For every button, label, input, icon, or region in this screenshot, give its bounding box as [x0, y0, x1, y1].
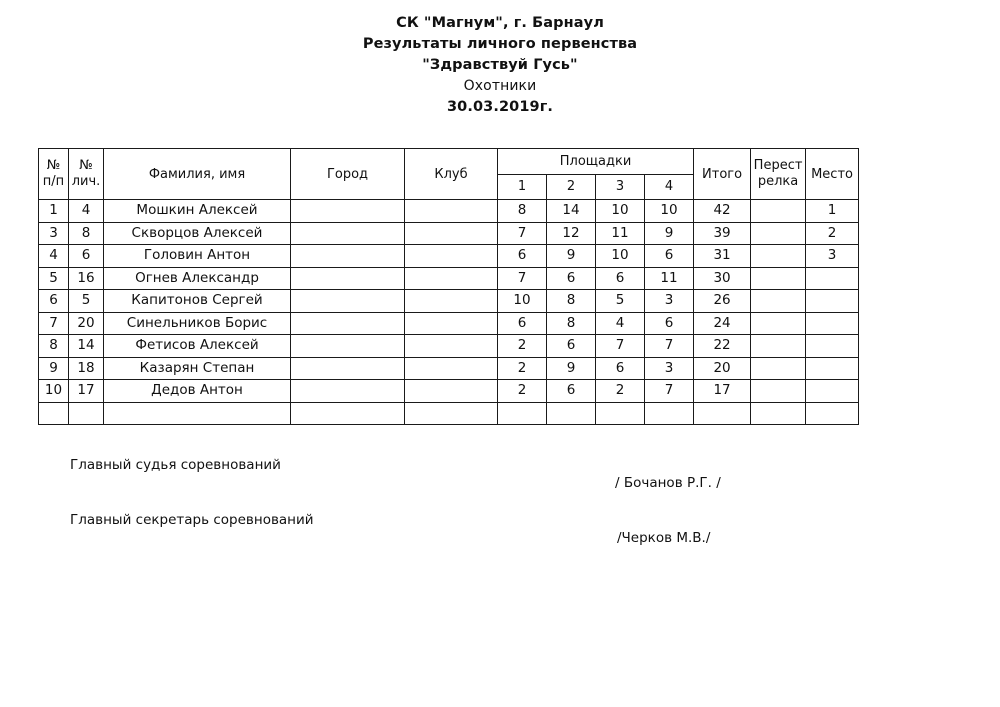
cell-ground-3: 10: [596, 245, 645, 268]
cell-rank-no: 8: [39, 335, 69, 358]
header-place: Место: [806, 149, 859, 200]
table-row: [39, 267, 859, 290]
cell-ground-1: 6: [498, 245, 547, 268]
cell-ground-1: 6: [498, 312, 547, 335]
cell-name: Дедов Антон: [104, 380, 291, 403]
cell-shootoff: [751, 402, 806, 425]
cell-ground-3: 6: [596, 357, 645, 380]
header-personal-no-line1: №: [79, 158, 93, 173]
cell-rank-no: 6: [39, 290, 69, 313]
cell-club: [405, 290, 498, 313]
cell-ground-2: 6: [547, 335, 596, 358]
cell-club: [405, 312, 498, 335]
table-row: [39, 222, 859, 245]
results-table: [38, 148, 859, 425]
results-table-body: [39, 200, 859, 425]
table-row: [39, 200, 859, 223]
cell-shootoff: [751, 245, 806, 268]
header-club: Клуб: [405, 149, 498, 200]
cell-place: [806, 380, 859, 403]
cell-ground-3: 4: [596, 312, 645, 335]
header-shootoff-line1: Перест: [753, 158, 803, 173]
title-line-subject: Результаты личного первенства: [362, 36, 638, 52]
cell-name: Фетисов Алексей: [104, 335, 291, 358]
cell-ground-1: 7: [498, 267, 547, 290]
cell-ground-4: 11: [645, 267, 694, 290]
cell-name: Скворцов Алексей: [104, 222, 291, 245]
cell-club: [405, 335, 498, 358]
cell-city: [291, 312, 405, 335]
cell-city: [291, 267, 405, 290]
cell-rank-no: 10: [39, 380, 69, 403]
cell-ground-3: 7: [596, 335, 645, 358]
table-row: [39, 357, 859, 380]
cell-ground-1: 2: [498, 380, 547, 403]
table-row: [39, 402, 859, 425]
cell-ground-2: 9: [547, 357, 596, 380]
header-grounds-group: Площадки: [498, 149, 694, 175]
cell-name: Синельников Борис: [104, 312, 291, 335]
title-line-date: 30.03.2019г.: [446, 99, 553, 115]
cell-city: [291, 245, 405, 268]
cell-total: 17: [694, 380, 751, 403]
header-total: Итого: [694, 149, 751, 200]
cell-personal-no: 17: [69, 380, 104, 403]
cell-ground-4: 6: [645, 312, 694, 335]
header-name: Фамилия, имя: [104, 149, 291, 200]
cell-personal-no: 5: [69, 290, 104, 313]
cell-shootoff: [751, 357, 806, 380]
cell-total: 39: [694, 222, 751, 245]
cell-ground-2: 6: [547, 380, 596, 403]
signature-label-chief-judge: Главный судья соревнований: [70, 457, 281, 473]
cell-club: [405, 267, 498, 290]
cell-shootoff: [751, 200, 806, 223]
cell-ground-2: 8: [547, 290, 596, 313]
cell-place: 3: [806, 245, 859, 268]
table-row: [39, 335, 859, 358]
cell-total: 24: [694, 312, 751, 335]
cell-ground-4: 6: [645, 245, 694, 268]
cell-ground-3: 6: [596, 267, 645, 290]
cell-club: [405, 357, 498, 380]
cell-ground-4: 7: [645, 335, 694, 358]
cell-place: [806, 312, 859, 335]
cell-club: [405, 200, 498, 223]
cell-club: [405, 222, 498, 245]
cell-ground-1: [498, 402, 547, 425]
signature-row-chief-secretary: [0, 493, 711, 547]
cell-name: Казарян Степан: [104, 357, 291, 380]
cell-city: [291, 380, 405, 403]
header-personal-no-line2: лич.: [71, 174, 101, 189]
cell-shootoff: [751, 380, 806, 403]
results-table-header: [39, 149, 859, 200]
cell-place: [806, 267, 859, 290]
cell-city: [291, 200, 405, 223]
cell-shootoff: [751, 335, 806, 358]
title-line-category: Охотники: [463, 78, 537, 94]
cell-city: [291, 335, 405, 358]
cell-name: Мошкин Алексей: [104, 200, 291, 223]
cell-name: Капитонов Сергей: [104, 290, 291, 313]
cell-ground-4: 3: [645, 357, 694, 380]
cell-ground-3: 2: [596, 380, 645, 403]
cell-ground-1: 2: [498, 335, 547, 358]
cell-personal-no: 4: [69, 200, 104, 223]
cell-personal-no: 14: [69, 335, 104, 358]
cell-total: 30: [694, 267, 751, 290]
cell-rank-no: 5: [39, 267, 69, 290]
cell-ground-4: 7: [645, 380, 694, 403]
cell-ground-2: [547, 402, 596, 425]
cell-club: [405, 245, 498, 268]
cell-city: [291, 222, 405, 245]
signature-value-chief-secretary: /Черков М.В./: [617, 530, 711, 546]
header-personal-no: [69, 149, 104, 200]
cell-place: [806, 402, 859, 425]
table-row: [39, 380, 859, 403]
cell-personal-no: [69, 402, 104, 425]
cell-city: [291, 290, 405, 313]
cell-ground-4: 10: [645, 200, 694, 223]
cell-shootoff: [751, 290, 806, 313]
cell-ground-2: 12: [547, 222, 596, 245]
cell-personal-no: 6: [69, 245, 104, 268]
cell-rank-no: 1: [39, 200, 69, 223]
table-row: [39, 290, 859, 313]
table-row: [39, 312, 859, 335]
cell-personal-no: 18: [69, 357, 104, 380]
cell-ground-3: 10: [596, 200, 645, 223]
cell-ground-3: 11: [596, 222, 645, 245]
cell-ground-1: 2: [498, 357, 547, 380]
cell-place: [806, 357, 859, 380]
header-ground-1: 1: [498, 174, 547, 200]
cell-ground-2: 9: [547, 245, 596, 268]
cell-ground-3: [596, 402, 645, 425]
cell-rank-no: 3: [39, 222, 69, 245]
cell-ground-2: 8: [547, 312, 596, 335]
cell-total: 20: [694, 357, 751, 380]
header-row-top: [39, 149, 859, 175]
document-title-block: [0, 13, 1000, 118]
cell-club: [405, 402, 498, 425]
cell-shootoff: [751, 222, 806, 245]
cell-ground-1: 10: [498, 290, 547, 313]
title-line-organization: СК "Магнум", г. Барнаул: [396, 15, 604, 31]
header-rank-no-line2: п/п: [42, 174, 65, 189]
cell-total: [694, 402, 751, 425]
cell-ground-2: 6: [547, 267, 596, 290]
cell-personal-no: 16: [69, 267, 104, 290]
signature-label-chief-secretary: Главный секретарь соревнований: [70, 512, 314, 528]
cell-ground-2: 14: [547, 200, 596, 223]
cell-ground-1: 7: [498, 222, 547, 245]
signature-row-chief-judge: [0, 438, 721, 492]
cell-place: 1: [806, 200, 859, 223]
header-rank-no-line1: №: [46, 158, 61, 173]
cell-city: [291, 357, 405, 380]
cell-rank-no: [39, 402, 69, 425]
cell-place: [806, 290, 859, 313]
cell-personal-no: 20: [69, 312, 104, 335]
cell-club: [405, 380, 498, 403]
title-line-event-name: "Здравствуй Гусь": [422, 57, 578, 73]
results-sheet: [38, 148, 858, 425]
cell-ground-4: 3: [645, 290, 694, 313]
header-ground-2: 2: [547, 174, 596, 200]
cell-ground-4: [645, 402, 694, 425]
cell-rank-no: 4: [39, 245, 69, 268]
cell-ground-3: 5: [596, 290, 645, 313]
cell-total: 42: [694, 200, 751, 223]
header-shootoff: [751, 149, 806, 200]
cell-city: [291, 402, 405, 425]
cell-place: [806, 335, 859, 358]
cell-personal-no: 8: [69, 222, 104, 245]
cell-ground-4: 9: [645, 222, 694, 245]
cell-rank-no: 7: [39, 312, 69, 335]
cell-name: [104, 402, 291, 425]
cell-ground-1: 8: [498, 200, 547, 223]
signature-value-chief-judge: / Бочанов Р.Г. /: [615, 475, 721, 491]
cell-shootoff: [751, 267, 806, 290]
cell-name: Огнев Александр: [104, 267, 291, 290]
table-row: [39, 245, 859, 268]
cell-rank-no: 9: [39, 357, 69, 380]
header-rank-no: [39, 149, 69, 200]
cell-total: 22: [694, 335, 751, 358]
cell-shootoff: [751, 312, 806, 335]
cell-total: 31: [694, 245, 751, 268]
cell-name: Головин Антон: [104, 245, 291, 268]
cell-place: 2: [806, 222, 859, 245]
header-ground-3: 3: [596, 174, 645, 200]
cell-total: 26: [694, 290, 751, 313]
header-shootoff-line2: релка: [757, 174, 799, 189]
header-city: Город: [291, 149, 405, 200]
header-ground-4: 4: [645, 174, 694, 200]
